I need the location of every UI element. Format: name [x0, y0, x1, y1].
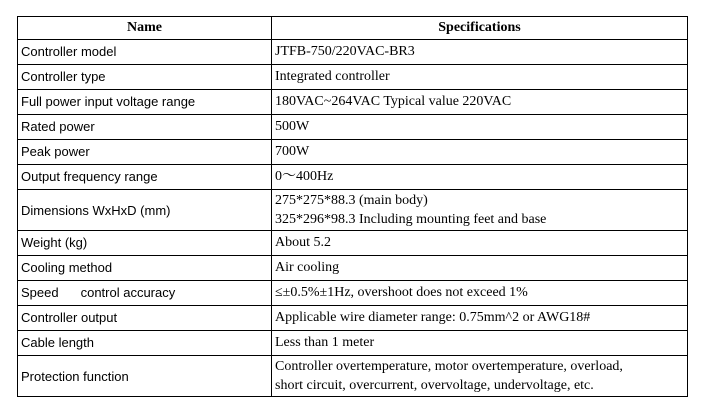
row-value: Integrated controller	[272, 65, 688, 90]
row-name: Output frequency range	[18, 165, 272, 190]
row-value	[272, 190, 688, 231]
row-value: 700W	[272, 140, 688, 165]
header-name: Name	[18, 17, 272, 40]
table-row	[18, 256, 688, 281]
table-row	[18, 65, 688, 90]
specifications-table	[17, 16, 688, 397]
row-name: Peak power	[18, 140, 272, 165]
row-name: Cable length	[18, 331, 272, 356]
value-line: 275*275*88.3 (main body)	[275, 193, 428, 208]
row-value	[272, 356, 688, 397]
table-row	[18, 356, 688, 397]
table-row	[18, 281, 688, 306]
table-row	[18, 90, 688, 115]
row-name: Controller type	[18, 65, 272, 90]
header-specifications: Specifications	[272, 17, 688, 40]
row-name	[18, 281, 272, 306]
row-name: Controller model	[18, 40, 272, 65]
value-line: 325*296*98.3 Including mounting feet and base	[275, 212, 547, 227]
row-value: Less than 1 meter	[272, 331, 688, 356]
value-line: short circuit, overcurrent, overvoltage, undervoltage, etc.	[275, 378, 594, 393]
value-line: Controller overtemperature, motor overtemperature, overload,	[275, 359, 623, 374]
row-value: Air cooling	[272, 256, 688, 281]
table-row	[18, 306, 688, 331]
row-name-part: Speed	[21, 285, 59, 300]
row-name: Rated power	[18, 115, 272, 140]
row-value: JTFB-750/220VAC-BR3	[272, 40, 688, 65]
row-name: Dimensions WxHxD (mm)	[18, 190, 272, 231]
table-row	[18, 165, 688, 190]
row-value: Applicable wire diameter range: 0.75mm^2 or AWG18#	[272, 306, 688, 331]
table-row	[18, 331, 688, 356]
spec-table-container	[17, 16, 687, 397]
table-row	[18, 40, 688, 65]
row-value: 0～400Hz	[272, 165, 688, 190]
row-value: About 5.2	[272, 231, 688, 256]
table-row	[18, 231, 688, 256]
row-name: Full power input voltage range	[18, 90, 272, 115]
table-row	[18, 190, 688, 231]
row-name: Protection function	[18, 356, 272, 397]
row-value: 180VAC~264VAC Typical value 220VAC	[272, 90, 688, 115]
row-value: ≤±0.5%±1Hz, overshoot does not exceed 1%	[272, 281, 688, 306]
table-row	[18, 115, 688, 140]
row-name-part: control accuracy	[80, 285, 176, 300]
table-row	[18, 140, 688, 165]
row-name: Controller output	[18, 306, 272, 331]
row-name: Cooling method	[18, 256, 272, 281]
table-header-row	[18, 17, 688, 40]
row-name: Weight (kg)	[18, 231, 272, 256]
row-value: 500W	[272, 115, 688, 140]
